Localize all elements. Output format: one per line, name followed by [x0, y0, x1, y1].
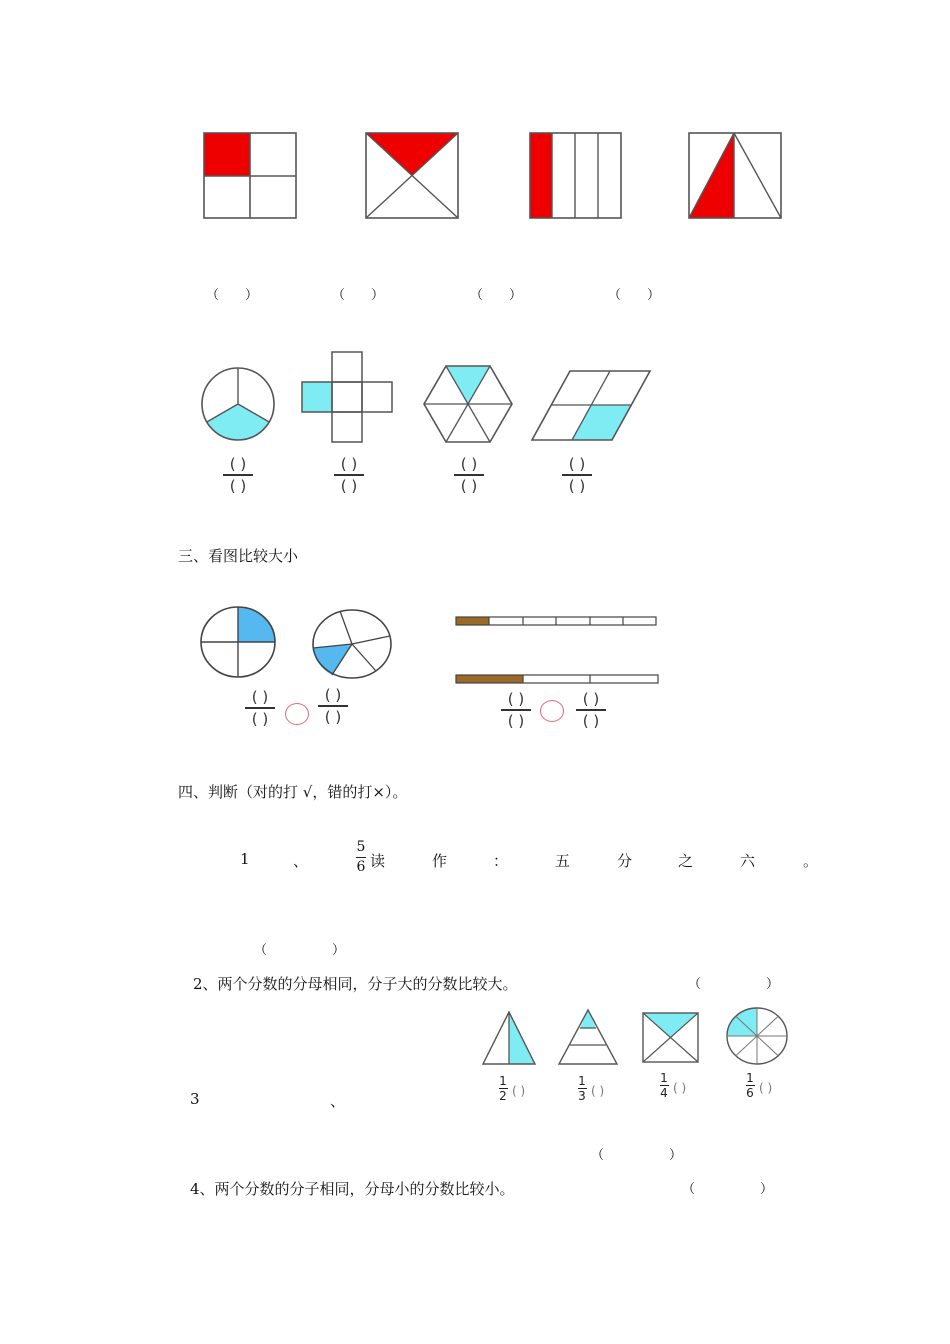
compare-circle-1[interactable]	[285, 703, 309, 725]
q1-separator: 、	[293, 852, 309, 870]
square-triangle-figure	[689, 133, 781, 218]
circle-eighths-figure	[727, 1008, 787, 1064]
q3-fraction-2: 1 3	[578, 1074, 586, 1103]
section4-heading: 四、判断（对的打 √，错的打×）。	[178, 783, 408, 801]
square-quarters-figure	[204, 133, 296, 218]
answer-paren-2[interactable]: （ ）	[332, 288, 385, 303]
answer-paren-1[interactable]: （ ）	[206, 288, 259, 303]
compare-right-fraction-2[interactable]: ( ) ( )	[569, 691, 613, 729]
fraction-blank-2[interactable]: ( ) ( )	[327, 456, 371, 494]
q1-char-period: 。	[803, 852, 819, 870]
q1-char-colon: ：	[493, 852, 509, 870]
q1-fraction-denominator: 6	[356, 859, 366, 875]
q3-separator: 、	[330, 1092, 346, 1110]
circle-quarters-figure	[201, 607, 275, 677]
q3-blank-3[interactable]: ( )	[673, 1081, 687, 1095]
rectangle-strips-figure	[530, 133, 621, 218]
q3-blank-1[interactable]: ( )	[512, 1084, 526, 1098]
q1-fraction-numerator: 5	[356, 839, 366, 855]
cross-net-figure	[302, 352, 392, 442]
bar-sixths-figure	[456, 617, 656, 625]
q3-number: 3	[190, 1090, 200, 1108]
q1-char-fen: 分	[617, 852, 633, 870]
compare-right-fraction-1[interactable]: ( ) ( )	[311, 687, 355, 725]
q3-fraction-4: 1 6	[746, 1071, 754, 1100]
q3-fraction-3: 1 4	[660, 1071, 668, 1100]
circle-thirds-figure	[202, 368, 274, 440]
square-diagonals-figure	[366, 133, 458, 218]
q2-answer-paren[interactable]: （ ）	[688, 977, 780, 992]
hexagon-sixths-figure	[424, 366, 512, 442]
fraction-blank-1[interactable]: ( ) ( )	[216, 456, 260, 494]
bar-thirds-figure	[456, 675, 658, 683]
answer-paren-3[interactable]: （ ）	[470, 288, 523, 303]
compare-circle-2[interactable]	[540, 700, 564, 722]
q3-figures	[0, 1000, 950, 1075]
compare-figures	[0, 600, 950, 690]
q1-char-du: 读	[370, 852, 386, 870]
q1-answer-paren[interactable]: （ ）	[254, 943, 346, 958]
compare-left-fraction-2[interactable]: ( ) ( )	[494, 691, 538, 729]
fraction-blank-4[interactable]: ( ) ( )	[555, 456, 599, 494]
q1-fraction	[355, 840, 367, 875]
q4-answer-paren[interactable]: （ ）	[682, 1182, 774, 1197]
answer-paren-4[interactable]: （ ）	[608, 288, 661, 303]
cyan-figures	[0, 340, 950, 450]
q4-text: 4、两个分数的分子相同，分母小的分数比较小。	[190, 1180, 515, 1198]
q1-char-liu: 六	[740, 852, 756, 870]
fraction-blank-3[interactable]: ( ) ( )	[447, 456, 491, 494]
q1-char-zuo: 作	[432, 852, 448, 870]
q3-blank-4[interactable]: ( )	[759, 1081, 773, 1095]
square-diagonals-quarter-figure	[643, 1013, 698, 1062]
parallelogram-quarters-figure	[532, 371, 650, 440]
q1-char-wu: 五	[555, 852, 571, 870]
red-figures	[0, 0, 950, 240]
triangle-thirds-figure	[559, 1010, 617, 1064]
q3-answer-paren[interactable]: （ ）	[591, 1148, 683, 1163]
q1-number: 1	[240, 850, 250, 868]
triangle-halves-figure	[483, 1012, 535, 1064]
circle-fifths-figure	[313, 610, 391, 678]
q1-char-zhi: 之	[678, 852, 694, 870]
q3-fraction-1: 1 2	[499, 1074, 507, 1103]
section3-heading: 三、看图比较大小	[178, 547, 299, 565]
q2-text: 2、两个分数的分母相同，分子大的分数比较大。	[193, 975, 518, 993]
compare-left-fraction-1[interactable]: ( ) ( )	[238, 689, 282, 727]
q3-blank-2[interactable]: ( )	[591, 1084, 605, 1098]
